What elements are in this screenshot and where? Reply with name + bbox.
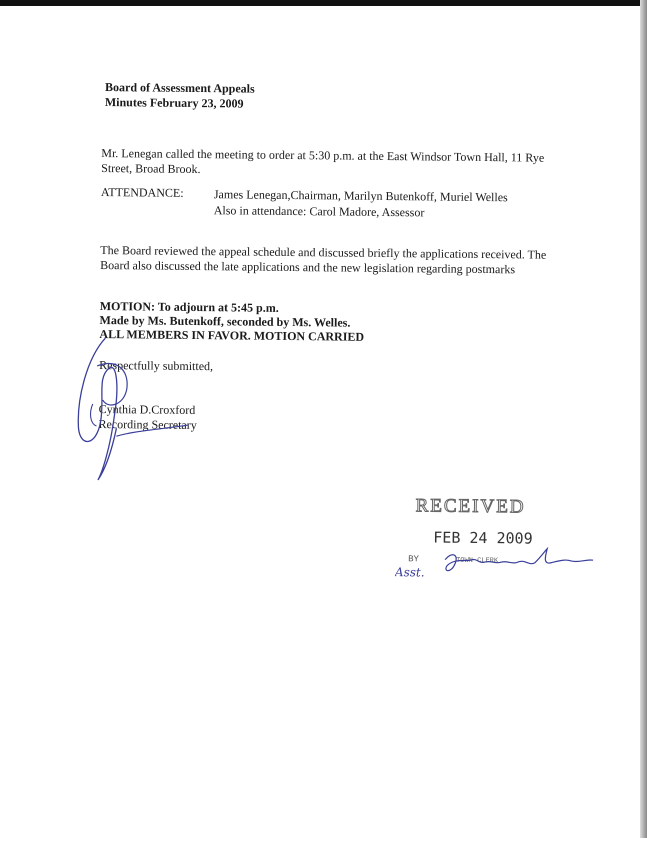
call-to-order-paragraph: Mr. Lenegan called the meeting to order at 5:30 p.m. at the East Windsor Town Hall, 11 Rye Street, Broad Brook. (101, 146, 545, 177)
document-heading (105, 80, 255, 112)
stamp-date: FEB 24 2009 (433, 528, 533, 548)
handwritten-signature (56, 318, 208, 490)
attendance-also: Also in attendance: Carol Madore, Assessor (213, 203, 425, 220)
minutes-date: Minutes February 23, 2009 (104, 95, 244, 111)
stamp-clerk-label: TOWN CLERK (456, 556, 499, 566)
motion-result-line: ALL MEMBERS IN FAVOR. MOTION CARRIED (99, 327, 365, 344)
received-stamp (395, 495, 616, 597)
clerk-signature-prefix: Asst. (394, 565, 425, 580)
signatory-role: Recording Secretary (98, 417, 197, 433)
stamp-by-label: BY (408, 554, 419, 565)
discussion-paragraph: The Board reviewed the appeal schedule and discussed briefly the applications received. The Board also discussed the late applications and the new legislation regarding postmarks (100, 243, 547, 277)
attendance-members: James Lenegan,Chairman, Marilyn Butenkoff, Muriel Welles (213, 187, 508, 205)
closing-salutation: Respectfully submitted, (99, 358, 214, 374)
motion-line: MOTION: To adjourn at 5:45 p.m. (99, 299, 279, 315)
motion-second-line: Made by Ms. Butenkoff, seconded by Ms. Welles. (99, 313, 351, 330)
stamp-received-text: RECEIVED (415, 495, 526, 518)
clerk-signature (395, 543, 610, 590)
signatory-name: Cynthia D.Croxford (98, 402, 196, 418)
board-title: Board of Assessment Appeals (104, 80, 255, 96)
attendance-label: ATTENDANCE: (100, 185, 184, 200)
